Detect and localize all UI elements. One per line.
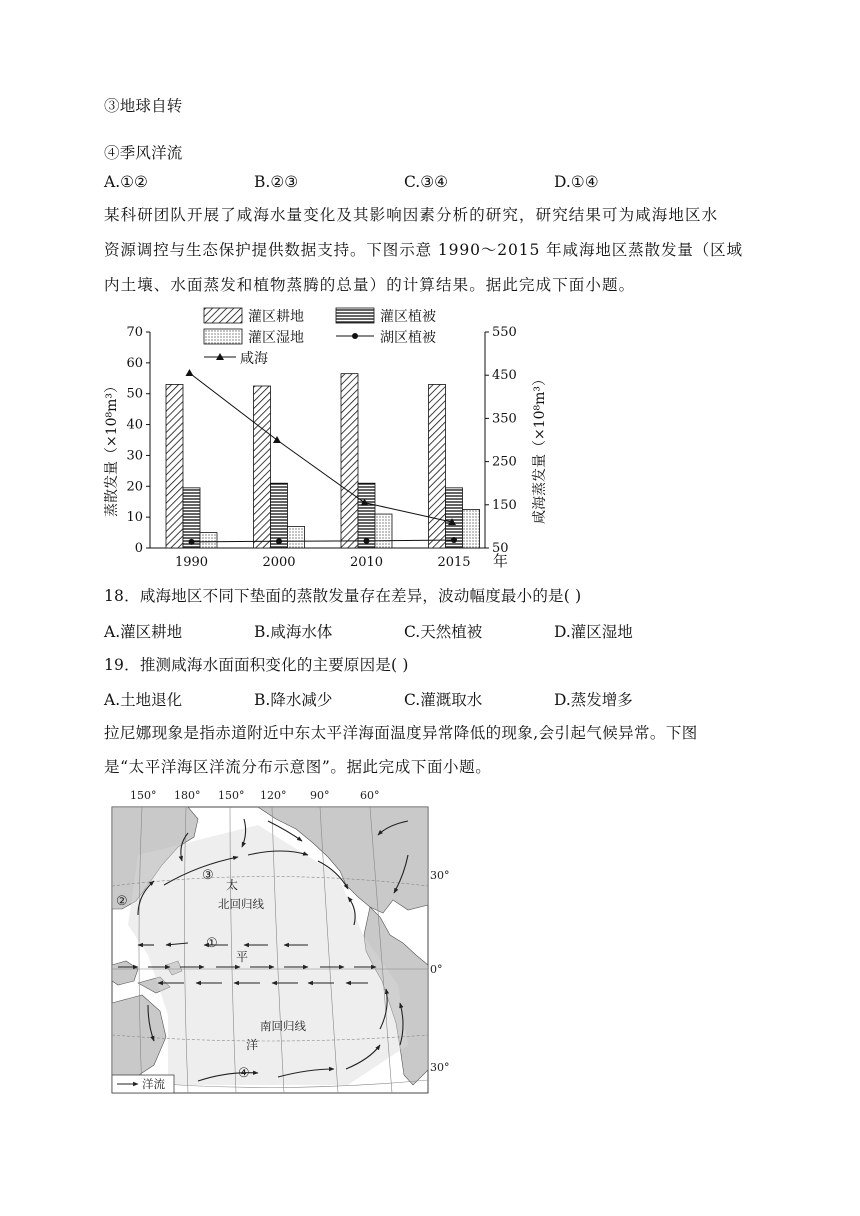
y-tick-label: 70 (126, 325, 143, 340)
chart-bars (166, 374, 480, 548)
y2-tick-label: 250 (492, 454, 517, 470)
lon-label: 150° (218, 789, 245, 802)
label-ping: 平 (236, 950, 249, 964)
lat-label: 30° (430, 1061, 450, 1074)
option-a[interactable]: A.①② (104, 173, 148, 191)
legend-label: 灌区湿地 (248, 330, 304, 346)
q18-stem: 18．咸海地区不同下垫面的蒸散发量存在差异，波动幅度最小的是( ) (104, 587, 582, 605)
option-item-3: ③地球自转 (104, 97, 183, 115)
bar-3 (288, 526, 305, 548)
intro1-line2: 资源调控与生态保护提供数据支持。下图示意 1990～2015 年咸海地区蒸散发量（区域 (104, 241, 743, 259)
marker-4: ④ (238, 1066, 250, 1081)
y2-tick-label: 50 (492, 541, 509, 556)
point-lake-vegetation (364, 538, 370, 544)
point-aral-sea (273, 436, 281, 443)
series-line-lake-vegetation (192, 540, 455, 542)
legend-swatch (336, 308, 374, 323)
lon-label: 120° (260, 789, 287, 802)
marker-2: ② (116, 894, 128, 909)
y-tick-label: 30 (126, 448, 143, 464)
legend-label: 咸海 (240, 351, 268, 367)
point-lake-vegetation (276, 538, 282, 544)
x-tick-label: 2010 (349, 555, 384, 570)
pacific-current-map (108, 785, 453, 1095)
y-tick-label: 0 (134, 541, 143, 556)
y-tick-label: 20 (126, 479, 143, 495)
legend-label: 湖区植被 (380, 330, 436, 346)
label-yang: 洋 (246, 1038, 259, 1052)
bar-3 (375, 514, 392, 548)
lon-label: 150° (130, 789, 157, 802)
intro1-line1: 某科研团队开展了咸海水量变化及其影响因素分析的研究，研究结果可为咸海地区水 (104, 206, 719, 224)
label-north-tropic: 北回归线 (218, 897, 264, 911)
point-lake-vegetation (451, 537, 457, 543)
lon-label: 60° (360, 789, 380, 802)
x-tick-label: 1990 (174, 555, 209, 570)
x-tick-label: 2015 (437, 555, 471, 570)
legend-swatch (204, 329, 242, 344)
bar-1 (341, 374, 358, 548)
intro2-line2: 是“太平洋海区洋流分布示意图”。据此完成下面小题。 (104, 758, 492, 776)
legend-dot (352, 333, 358, 339)
y-tick-label: 10 (126, 510, 143, 526)
evaporation-chart (100, 300, 548, 575)
q19-stem: 19．推测咸海水面面积变化的主要原因是( ) (104, 656, 409, 674)
option-c[interactable]: C.③④ (404, 173, 449, 191)
x-tick-label: 2000 (262, 555, 296, 570)
y2-tick-label: 350 (492, 411, 517, 427)
bar-3 (463, 509, 480, 548)
point-aral-sea (186, 369, 194, 376)
option-d[interactable]: D.①④ (554, 173, 599, 191)
bar-3 (200, 533, 217, 548)
chart-legend (204, 308, 436, 367)
series-line-aral-sea (190, 373, 453, 522)
y-axis-label: 蒸散发量（×10⁸m³） (104, 378, 120, 518)
bar-1 (429, 384, 446, 548)
y-tick-label: 40 (126, 417, 143, 433)
q19-option-d[interactable]: D.蒸发增多 (554, 691, 633, 709)
y2-tick-label: 550 (492, 325, 517, 340)
lon-label: 90° (310, 789, 330, 802)
q18-option-c[interactable]: C.天然植被 (404, 623, 483, 641)
q19-option-b[interactable]: B.降水减少 (254, 691, 333, 709)
x-unit-label: 年 (493, 552, 509, 570)
point-lake-vegetation (189, 539, 195, 545)
y2-tick-label: 150 (492, 497, 517, 513)
label-south-tropic: 南回归线 (260, 1019, 306, 1033)
lat-label: 30° (430, 869, 450, 882)
intro1-line3: 内土壤、水面蒸发和植物蒸腾的总量）的计算结果。据此完成下面小题。 (104, 276, 636, 294)
marker-1: ① (206, 936, 218, 951)
intro2-line1: 拉尼娜现象是指赤道附近中东太平洋海面温度异常降低的现象,会引起气候异常。下图 (104, 724, 698, 742)
legend-label: 灌区耕地 (248, 309, 304, 325)
q18-option-a[interactable]: A.灌区耕地 (104, 623, 183, 641)
option-item-4: ④季风洋流 (104, 144, 183, 162)
label-tai: 太 (226, 878, 239, 892)
map-legend-label: 洋流 (142, 1077, 165, 1091)
chart-lines (186, 369, 458, 545)
marker-3: ③ (202, 868, 214, 883)
q18-option-d[interactable]: D.灌区湿地 (554, 623, 633, 641)
option-b[interactable]: B.②③ (254, 173, 299, 191)
y-tick-label: 60 (126, 355, 143, 371)
legend-label: 灌区植被 (380, 309, 436, 325)
q18-option-b[interactable]: B.咸海水体 (254, 623, 333, 641)
y2-axis-label: 咸海蒸发量（×10⁸m³） (532, 371, 548, 525)
q19-option-a[interactable]: A.土地退化 (104, 691, 183, 709)
bar-1 (254, 386, 271, 548)
legend-swatch (204, 308, 242, 323)
bar-1 (166, 384, 183, 548)
lon-label: 180° (174, 789, 201, 802)
q19-option-c[interactable]: C.灌溉取水 (404, 691, 483, 709)
y2-tick-label: 450 (492, 368, 517, 384)
y-tick-label: 50 (126, 386, 143, 402)
lat-label: 0° (430, 963, 443, 976)
